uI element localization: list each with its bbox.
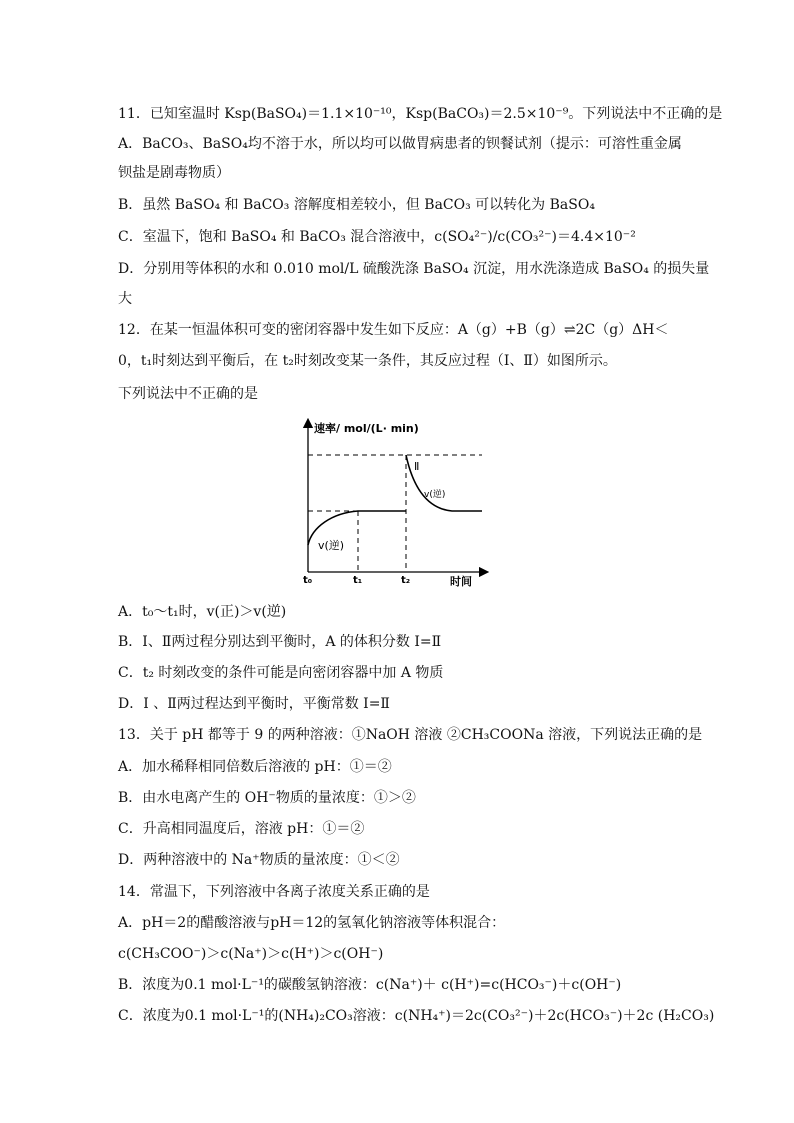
q14-option-c: C．浓度为0.1 mol·L⁻¹的(NH₄)₂CO₃溶液：c(NH₄⁺)＝2c(CO₃²⁻)＋2c(HCO₃⁻)＋2c (H₂CO₃) — [118, 1008, 715, 1024]
tick-t2: t₂ — [401, 575, 411, 586]
q14-stem: 14．常温下，下列溶液中各离子浓度关系正确的是 — [118, 884, 430, 900]
q11-option-d-line1: D．分别用等体积的水和 0.010 mol/L 硫酸洗涤 BaSO₄ 沉淀，用水洗涤造成 BaSO₄ 的损失量 — [118, 261, 710, 277]
tick-t0: t₀ — [303, 575, 313, 586]
q12-stem-line3: 下列说法中不正确的是 — [118, 386, 258, 402]
q14-option-b: B．浓度为0.1 mol·L⁻¹的碳酸氢钠溶液：c(Na⁺)＋ c(H⁺)=c(HCO₃⁻)＋c(OH⁻) — [118, 977, 622, 993]
y-axis-label: 速率/ mol/(L· min) — [314, 422, 419, 435]
tick-t1: t₁ — [353, 575, 363, 586]
region-label: Ⅱ — [414, 460, 420, 473]
q12-option-b: B．Ⅰ、Ⅱ两过程分别达到平衡时，A 的体积分数 Ⅰ=Ⅱ — [118, 634, 442, 650]
q14-option-a-line1: A．pH＝2的醋酸溶液与pH＝12的氢氧化钠溶液等体积混合： — [118, 915, 506, 931]
q13-option-d: D．两种溶液中的 Na⁺物质的量浓度：①＜② — [118, 852, 400, 868]
rate-time-figure — [292, 417, 492, 592]
q11-stem: 11．已知室温时 Ksp(BaSO₄)＝1.1×10⁻¹⁰，Ksp(BaCO₃)＝2.5×10⁻⁹。下列说法中不正确的是 — [118, 106, 723, 122]
q13-option-b: B．由水电离产生的 OH⁻物质的量浓度：①＞② — [118, 790, 416, 806]
q13-stem: 13．关于 pH 都等于 9 的两种溶液：①NaOH 溶液 ②CH₃COONa 溶液，下列说法正确的是 — [118, 727, 703, 743]
x-axis-label: 时间 — [450, 575, 472, 588]
q12-option-c: C．t₂ 时刻改变的条件可能是向密闭容器中加 A 物质 — [118, 665, 444, 681]
q11-option-a-line1: A．BaCO₃、BaSO₄均不溶于水，所以均可以做胃病患者的钡餐试剂（提示：可溶性重金属 — [118, 136, 682, 152]
q12-stem-line2: 0，t₁时刻达到平衡后，在 t₂时刻改变某一条件，其反应过程（Ⅰ、Ⅱ）如图所示。 — [118, 353, 617, 369]
q13-option-a: A．加水稀释相同倍数后溶液的 pH：①＝② — [118, 759, 392, 775]
q11-option-a-line2: 钡盐是剧毒物质） — [118, 165, 230, 181]
q14-option-a-line2: c(CH₃COO⁻)＞c(Na⁺)＞c(H⁺)＞c(OH⁻) — [118, 946, 384, 962]
q12-option-d: D．Ⅰ 、Ⅱ两过程达到平衡时，平衡常数 Ⅰ=Ⅱ — [118, 696, 390, 712]
q12-stem-line1: 12．在某一恒温体积可变的密闭容器中发生如下反应：A（g）+B（g）⇌2C（g）ΔH＜ — [118, 322, 669, 338]
q12-option-a: A．t₀～t₁时，v(正)＞v(逆) — [118, 604, 287, 620]
q11-option-c: C．室温下，饱和 BaSO₄ 和 BaCO₃ 混合溶液中，c(SO₄²⁻)/c(CO₃²⁻)＝4.4×10⁻² — [118, 229, 636, 245]
q11-option-b: B．虽然 BaSO₄ 和 BaCO₃ 溶解度相差较小，但 BaCO₃ 可以转化为 BaSO₄ — [118, 197, 595, 213]
curve-one-label: v(逆) — [318, 539, 345, 552]
q13-option-c: C．升高相同温度后，溶液 pH：①＝② — [118, 821, 365, 837]
q11-option-d-line2: 大 — [118, 291, 132, 307]
curve-two-label: v(逆) — [424, 490, 446, 500]
